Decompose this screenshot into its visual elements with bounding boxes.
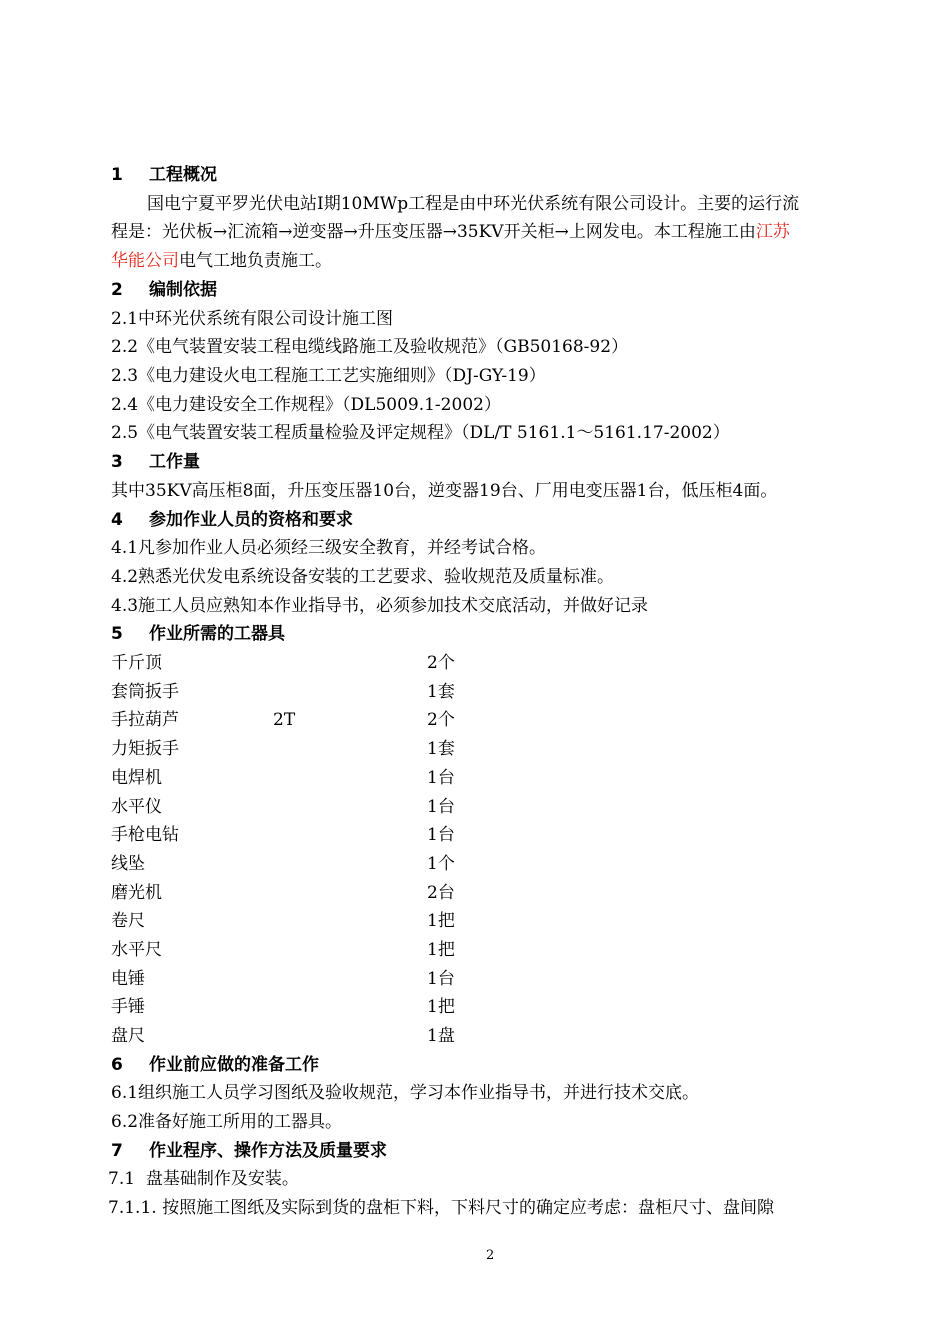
tool-name: 水平尺 [111, 940, 162, 960]
section-title: 工作量 [149, 452, 200, 472]
tool-name: 线坠 [111, 854, 145, 874]
section-3-heading [111, 451, 200, 473]
contractor-name-part1: 江苏 [755, 222, 790, 242]
section-number: 7 [111, 1141, 123, 1161]
tool-quantity: 1套 [427, 739, 455, 759]
page-number: 2 [486, 1248, 495, 1263]
section-4-heading [111, 509, 353, 531]
overview-line-3 [111, 250, 332, 272]
tool-name: 手锤 [111, 997, 145, 1017]
personnel-item: 4.3施工人员应熟知本作业指导书，必须参加技术交底活动，并做好记录 [111, 596, 649, 616]
tool-quantity: 1把 [427, 911, 455, 931]
basis-item: 2.1中环光伏系统有限公司设计施工图 [111, 309, 394, 329]
tool-quantity: 1台 [427, 969, 455, 989]
tool-quantity: 1把 [427, 997, 455, 1017]
tool-name: 套筒扳手 [111, 682, 179, 702]
tool-name: 电锤 [111, 969, 145, 989]
personnel-item: 4.2熟悉光伏发电系统设备安装的工艺要求、验收规范及质量标准。 [111, 567, 615, 587]
tool-quantity: 1台 [427, 797, 455, 817]
procedure-item: 7.1.1. 按照施工图纸及实际到货的盘柜下料，下料尺寸的确定应考虑：盘柜尺寸、盘间隙 [108, 1198, 775, 1218]
tool-quantity: 1台 [427, 768, 455, 788]
tool-quantity: 1台 [427, 825, 455, 845]
section-1-heading [111, 164, 217, 186]
tool-quantity: 2个 [427, 653, 455, 673]
section-number: 6 [111, 1055, 123, 1075]
overview-line-1: 国电宁夏平罗光伏电站Ⅰ期10MWp工程是由中环光伏系统有限公司设计。主要的运行流 [147, 194, 800, 214]
personnel-item: 4.1凡参加作业人员必须经三级安全教育，并经考试合格。 [111, 538, 547, 558]
section-2-heading [111, 279, 217, 301]
tool-name: 电焊机 [111, 768, 162, 788]
tool-name: 磨光机 [111, 883, 162, 903]
tool-name: 水平仪 [111, 797, 162, 817]
tool-quantity: 1套 [427, 682, 455, 702]
section-number: 2 [111, 280, 123, 300]
section-6-heading [111, 1054, 319, 1076]
tool-name: 力矩扳手 [111, 739, 179, 759]
preparation-item: 6.2准备好施工所用的工器具。 [111, 1112, 343, 1132]
tool-name: 手拉葫芦 [111, 710, 179, 730]
overview-line-3-text: 电气工地负责施工。 [179, 251, 332, 271]
section-title: 编制依据 [149, 280, 217, 300]
tool-quantity: 2个 [427, 710, 455, 730]
basis-item: 2.4《电力建设安全工作规程》（DL5009.1-2002） [111, 395, 501, 415]
section-number: 1 [111, 165, 123, 185]
section-7-heading [111, 1140, 387, 1162]
section-number: 5 [111, 624, 123, 644]
tool-quantity: 1把 [427, 940, 455, 960]
preparation-item: 6.1组织施工人员学习图纸及验收规范，学习本作业指导书，并进行技术交底。 [111, 1083, 700, 1103]
tool-quantity: 1个 [427, 854, 455, 874]
tool-name: 卷尺 [111, 911, 145, 931]
section-title: 作业所需的工器具 [149, 624, 285, 644]
section-number: 3 [111, 452, 123, 472]
overview-line-2-text: 程是：光伏板→汇流箱→逆变器→升压变压器→35KV开关柜→上网发电。本工程施工由 [111, 222, 756, 242]
basis-item: 2.2《电气装置安装工程电缆线路施工及验收规范》（GB50168-92） [111, 337, 629, 357]
tool-name: 盘尺 [111, 1026, 145, 1046]
section-number: 4 [111, 510, 123, 530]
basis-item: 2.5《电气装置安装工程质量检验及评定规程》（DL/T 5161.1～5161.17-2002） [111, 423, 730, 443]
section-title: 工程概况 [149, 165, 217, 185]
tool-name: 手枪电钻 [111, 825, 179, 845]
section-title: 作业程序、操作方法及质量要求 [149, 1141, 387, 1161]
basis-item: 2.3《电力建设火电工程施工工艺实施细则》（DJ-GY-19） [111, 366, 546, 386]
tool-quantity: 2台 [427, 883, 455, 903]
tool-spec: 2T [273, 710, 296, 730]
procedure-item: 7.1 盘基础制作及安装。 [108, 1169, 299, 1189]
overview-line-2 [111, 221, 790, 243]
section-5-heading [111, 623, 285, 645]
workload-text: 其中35KV高压柜8面，升压变压器10台，逆变器19台、厂用电变压器1台，低压柜4面。 [111, 481, 778, 501]
section-title: 参加作业人员的资格和要求 [149, 510, 353, 530]
contractor-name-part2: 华能公司 [111, 251, 179, 271]
tool-name: 千斤顶 [111, 653, 162, 673]
section-title: 作业前应做的准备工作 [149, 1055, 319, 1075]
tool-quantity: 1盘 [427, 1026, 455, 1046]
